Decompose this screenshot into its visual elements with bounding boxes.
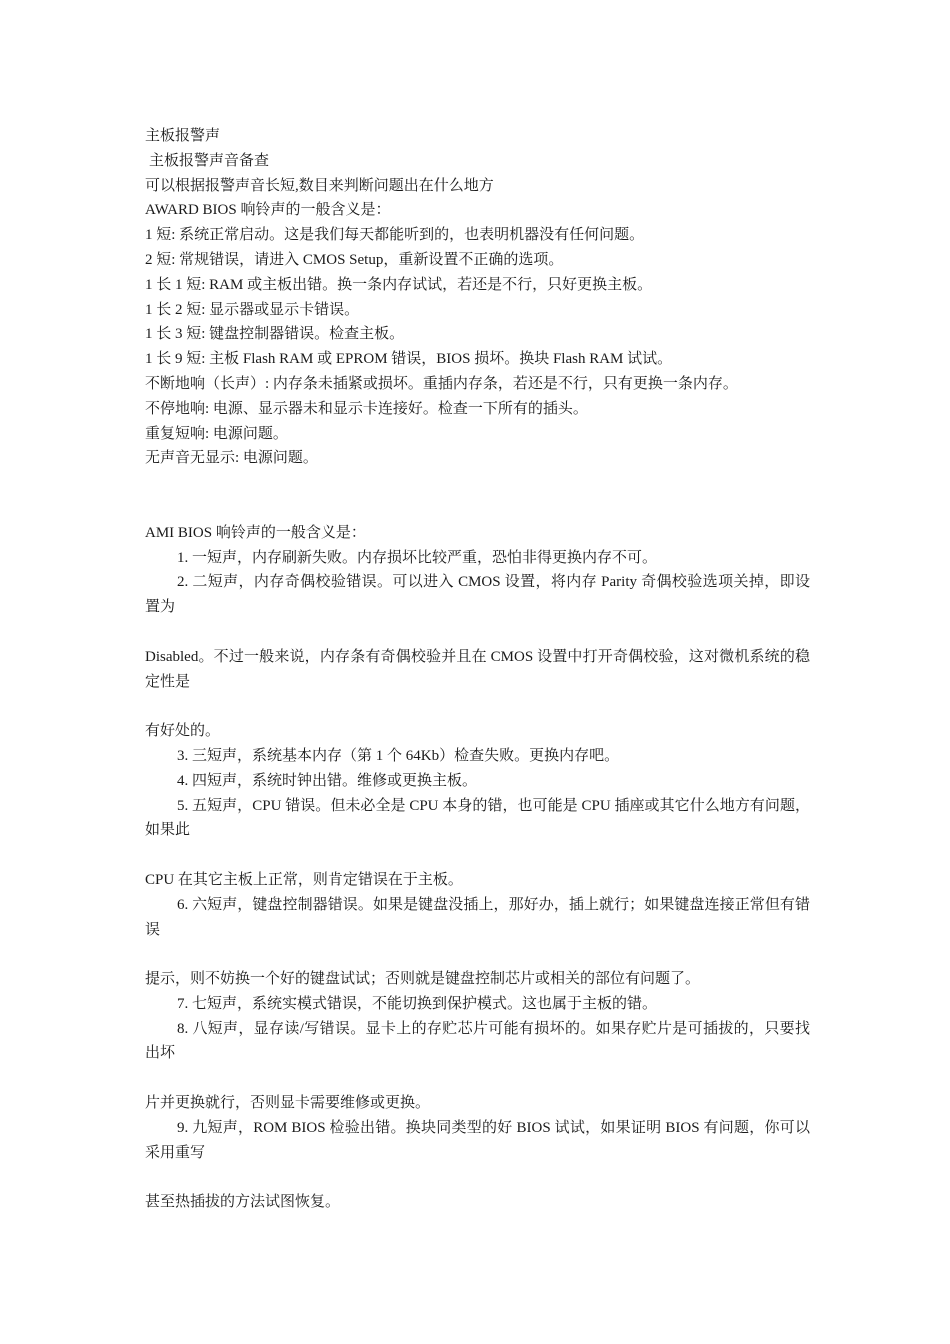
ami-item-8-continued: 片并更换就行，否则显卡需要维修或更换。 bbox=[145, 1095, 431, 1112]
document-page bbox=[145, 124, 810, 1215]
ami-item-6-continued: 提示，则不妨换一个好的键盘试试；否则就是键盘控制芯片或相关的部位有问题了。 bbox=[145, 971, 701, 988]
ami-item-5-continued: CPU 在其它主板上正常，则肯定错误在于主板。 bbox=[145, 871, 463, 888]
ami-item-2-end: 有好处的。 bbox=[145, 723, 221, 740]
ami-item-8: 8. 八短声，显存读/写错误。显卡上的存贮芯片可能有损坏的。如果存贮片是可插拔的，只要找出坏 bbox=[145, 1020, 810, 1062]
ami-item-9: 9. 九短声，ROM BIOS 检验出错。换块同类型的好 BIOS 试试，如果证明 BIOS 有问题，你可以采用重写 bbox=[145, 1119, 810, 1161]
ami-item-5: 5. 五短声，CPU 错误。但未必全是 CPU 本身的错，也可能是 CPU 插座或其它什么地方有问题，如果此 bbox=[145, 797, 810, 839]
ami-item-2-continued: Disabled。不过一般来说，内存条有奇偶校验并且在 CMOS 设置中打开奇偶校验，这对微机系统的稳定性是 bbox=[145, 648, 810, 690]
document-title: 主板报警声 bbox=[145, 128, 221, 144]
paragraph-gap bbox=[145, 1066, 810, 1091]
award-heading: AWARD BIOS 响铃声的一般含义是： bbox=[145, 202, 391, 219]
award-item: 1 长 3 短: 键盘控制器错误。检查主板。 bbox=[145, 326, 405, 343]
ami-item-9-continued: 甚至热插拔的方法试图恢复。 bbox=[145, 1194, 341, 1211]
award-item: 不停地响: 电源、显示器未和显示卡连接好。检查一下所有的插头。 bbox=[145, 400, 588, 417]
award-item: 重复短响: 电源问题。 bbox=[145, 425, 288, 442]
ami-heading: AMI BIOS 响铃声的一般含义是： bbox=[145, 524, 366, 541]
document-subtitle: 主板报警声音备查 bbox=[149, 152, 270, 169]
paragraph-gap bbox=[145, 620, 810, 645]
award-item: 不断地响（长声）: 内存条未插紧或损坏。重插内存条，若还是不行，只有更换一条内存。 bbox=[145, 375, 738, 392]
ami-item-3: 3. 三短声，系统基本内存（第 1 个 64Kb）检查失败。更换内存吧。 bbox=[177, 747, 620, 764]
award-item: 无声音无显示: 电源问题。 bbox=[145, 450, 318, 467]
award-item: 1 短: 系统正常启动。这是我们每天都能听到的，也表明机器没有任何问题。 bbox=[145, 227, 645, 244]
award-item: 1 长 1 短: RAM 或主板出错。换一条内存试试，若还是不行，只好更换主板。 bbox=[145, 276, 653, 293]
section-gap bbox=[145, 471, 810, 521]
paragraph-gap bbox=[145, 694, 810, 719]
intro-text: 可以根据报警声音长短,数目来判断问题出在什么地方 bbox=[145, 177, 494, 194]
award-item: 1 长 2 短: 显示器或显示卡错误。 bbox=[145, 301, 360, 318]
award-item: 1 长 9 短: 主板 Flash RAM 或 EPROM 错误，BIOS 损坏。换块 Flash RAM 试试。 bbox=[145, 351, 673, 368]
ami-item-2: 2. 二短声，内存奇偶校验错误。可以进入 CMOS 设置，将内存 Parity 奇偶校验选项关掉，即设置为 bbox=[145, 574, 810, 616]
paragraph-gap bbox=[145, 843, 810, 868]
ami-item-4: 4. 四短声，系统时钟出错。维修或更换主板。 bbox=[177, 772, 478, 789]
paragraph-gap bbox=[145, 1165, 810, 1190]
ami-item-6: 6. 六短声，键盘控制器错误。如果是键盘没插上，那好办，插上就行；如果键盘连接正常但有错误 bbox=[145, 896, 810, 938]
ami-item-7: 7. 七短声，系统实模式错误，不能切换到保护模式。这也属于主板的错。 bbox=[177, 995, 658, 1012]
award-item: 2 短: 常规错误，请进入 CMOS Setup，重新设置不正确的选项。 bbox=[145, 251, 564, 268]
paragraph-gap bbox=[145, 942, 810, 967]
ami-item-1: 1. 一短声，内存刷新失败。内存损坏比较严重，恐怕非得更换内存不可。 bbox=[177, 549, 658, 566]
